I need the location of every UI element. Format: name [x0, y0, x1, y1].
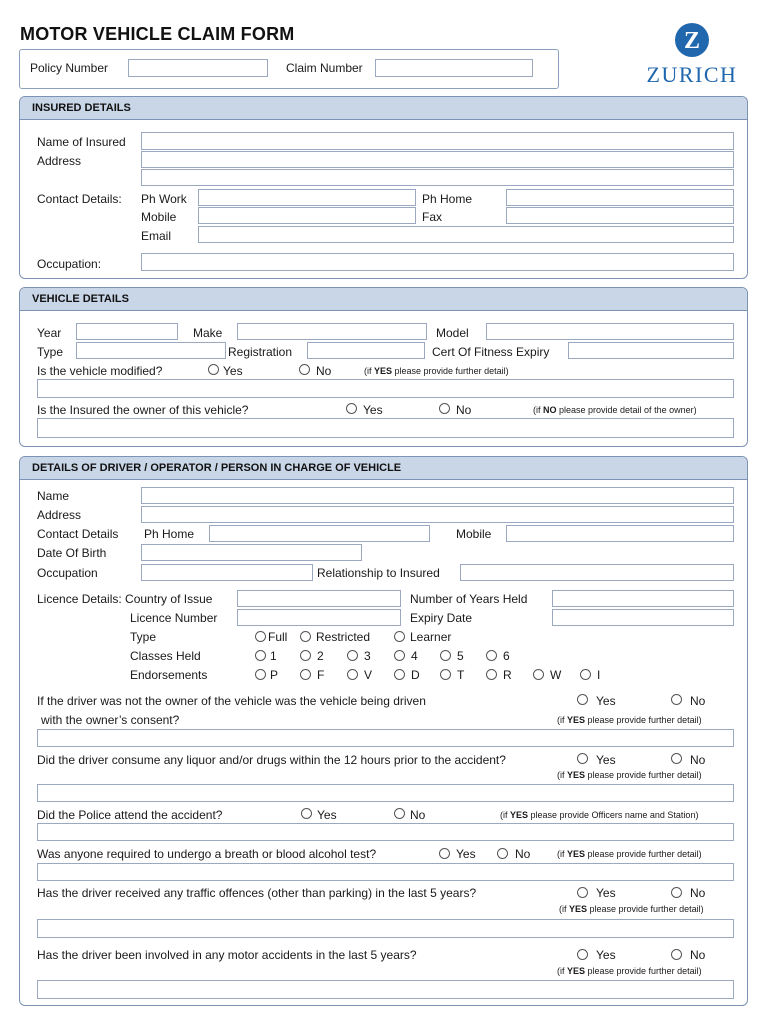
years-held-input[interactable] [552, 590, 734, 607]
svg-text:ZURICH: ZURICH [646, 62, 738, 87]
insured-occupation-label: Occupation: [37, 257, 102, 271]
cof-expiry-input[interactable] [568, 342, 734, 359]
claim-number-input[interactable] [375, 59, 533, 77]
licence-type-full-radio[interactable] [255, 631, 266, 642]
endorse-t-radio[interactable] [440, 669, 451, 680]
offences-no-label: No [690, 886, 706, 900]
vehicle-registration-input[interactable] [307, 342, 425, 359]
breath-detail-input[interactable] [37, 863, 734, 881]
driver-address-label: Address [37, 508, 82, 522]
driver-dob-input[interactable] [141, 544, 362, 561]
years-held-label: Number of Years Held [410, 592, 528, 606]
claim-number-label: Claim Number [286, 61, 363, 75]
insured-details-section [19, 96, 748, 279]
endorse-i-label: I [597, 668, 601, 682]
endorse-t-label: T [457, 668, 465, 682]
police-note: (if YES please provide Officers name and Station) [500, 810, 699, 820]
consent-no-radio[interactable] [671, 694, 682, 705]
endorse-p-label: P [270, 668, 279, 682]
insured-fax-input[interactable] [506, 207, 734, 224]
insured-details-heading: INSURED DETAILS [32, 102, 131, 114]
driver-name-label: Name [37, 489, 70, 503]
licence-type-learner-label: Learner [410, 630, 452, 644]
breath-test-question: Was anyone required to undergo a breath or blood alcohol test? [37, 847, 377, 861]
vehicle-details-section [19, 287, 748, 447]
accidents-detail-input[interactable] [37, 980, 734, 999]
driver-address-input[interactable] [141, 506, 734, 523]
class-6-label: 6 [503, 649, 510, 663]
name-of-insured-input[interactable] [141, 132, 734, 150]
driver-contact-label: Contact Details [37, 527, 119, 541]
insured-fax-label: Fax [422, 210, 443, 224]
insured-ph-home-input[interactable] [506, 189, 734, 206]
police-no-radio[interactable] [394, 808, 405, 819]
consent-note: (if YES please provide further detail) [557, 715, 702, 725]
driver-name-input[interactable] [141, 487, 734, 504]
vehicle-type-label: Type [37, 345, 64, 359]
offences-yes-radio[interactable] [577, 887, 588, 898]
class-1-label: 1 [270, 649, 277, 663]
owner-yes-label: Yes [363, 403, 383, 417]
liquor-no-radio[interactable] [671, 753, 682, 764]
licence-type-label: Type [130, 630, 157, 644]
endorse-r-radio[interactable] [486, 669, 497, 680]
policy-number-label: Policy Number [30, 61, 109, 75]
insured-mobile-input[interactable] [198, 207, 416, 224]
accidents-no-label: No [690, 948, 706, 962]
insured-contact-label: Contact Details: [37, 192, 122, 206]
vehicle-registration-label: Registration [228, 345, 293, 359]
class-4-label: 4 [411, 649, 418, 663]
zurich-logo [636, 20, 754, 90]
offences-question: Has the driver received any traffic offences (other than parking) in the last 5 years? [37, 886, 477, 900]
vehicle-modified-question: Is the vehicle modified? [37, 364, 163, 378]
accidents-note: (if YES please provide further detail) [557, 966, 702, 976]
modified-yes-radio[interactable] [208, 364, 219, 375]
owner-no-radio[interactable] [439, 403, 450, 414]
driver-mobile-label: Mobile [456, 527, 492, 541]
liquor-yes-radio[interactable] [577, 753, 588, 764]
breath-yes-radio[interactable] [439, 848, 450, 859]
owner-yes-radio[interactable] [346, 403, 357, 414]
endorse-v-label: V [364, 668, 373, 682]
vehicle-make-label: Make [193, 326, 223, 340]
liquor-no-label: No [690, 753, 706, 767]
police-detail-input[interactable] [37, 823, 734, 841]
liquor-note: (if YES please provide further detail) [557, 770, 702, 780]
accidents-yes-radio[interactable] [577, 949, 588, 960]
endorse-r-label: R [503, 668, 512, 682]
modified-note: (if YES please provide further detail) [364, 366, 509, 376]
name-of-insured-label: Name of Insured [37, 135, 126, 149]
insured-occupation-input[interactable] [141, 253, 734, 271]
class-3-radio[interactable] [347, 650, 358, 661]
driver-ph-home-input[interactable] [209, 525, 430, 542]
section-header [20, 288, 747, 311]
offences-no-radio[interactable] [671, 887, 682, 898]
licence-type-restricted-radio[interactable] [300, 631, 311, 642]
breath-no-radio[interactable] [497, 848, 508, 859]
class-2-label: 2 [317, 649, 324, 663]
insured-mobile-label: Mobile [141, 210, 177, 224]
owner-note: (if NO please provide detail of the owner) [533, 405, 697, 415]
licence-type-full-label: Full [268, 630, 288, 644]
licence-country-label: Licence Details: Country of Issue [37, 592, 213, 606]
licence-number-label: Licence Number [130, 611, 218, 625]
police-no-label: No [410, 808, 426, 822]
owner-no-label: No [456, 403, 472, 417]
licence-number-input[interactable] [237, 609, 401, 626]
accidents-question: Has the driver been involved in any motor accidents in the last 5 years? [37, 948, 417, 962]
vehicle-year-label: Year [37, 326, 62, 340]
class-5-label: 5 [457, 649, 464, 663]
vehicle-model-label: Model [436, 326, 469, 340]
accidents-no-radio[interactable] [671, 949, 682, 960]
endorse-p-radio[interactable] [255, 669, 266, 680]
licence-type-restricted-label: Restricted [316, 630, 371, 644]
insured-ph-work-label: Ph Work [141, 192, 187, 206]
vehicle-model-input[interactable] [486, 323, 734, 340]
driver-dob-label: Date Of Birth [37, 546, 107, 560]
licence-type-learner-radio[interactable] [394, 631, 405, 642]
vehicle-year-input[interactable] [76, 323, 178, 340]
breath-note: (if YES please provide further detail) [557, 849, 702, 859]
owner-detail-input[interactable] [37, 418, 734, 438]
insured-ph-home-label: Ph Home [422, 192, 473, 206]
offences-note: (if YES please provide further detail) [559, 904, 704, 914]
cof-expiry-label: Cert Of Fitness Expiry [432, 345, 550, 359]
class-5-radio[interactable] [440, 650, 451, 661]
consent-question-line1: If the driver was not the owner of the vehicle was the vehicle being driven [37, 694, 426, 708]
class-6-radio[interactable] [486, 650, 497, 661]
modified-yes-label: Yes [223, 364, 243, 378]
licence-country-input[interactable] [237, 590, 401, 607]
class-4-radio[interactable] [394, 650, 405, 661]
insured-email-label: Email [141, 229, 172, 243]
liquor-yes-label: Yes [596, 753, 616, 767]
endorse-v-radio[interactable] [347, 669, 358, 680]
driver-occupation-input[interactable] [141, 564, 313, 581]
breath-no-label: No [515, 847, 531, 861]
driver-details-heading: DETAILS OF DRIVER / OPERATOR / PERSON IN CHARGE OF VEHICLE [32, 462, 402, 474]
driver-ph-home-label: Ph Home [144, 527, 195, 541]
policy-number-input[interactable] [128, 59, 268, 77]
insured-address-input-1[interactable] [141, 151, 734, 168]
driver-occupation-label: Occupation [37, 566, 98, 580]
breath-yes-label: Yes [456, 847, 476, 861]
endorse-w-radio[interactable] [533, 669, 544, 680]
endorse-f-radio[interactable] [300, 669, 311, 680]
consent-question-line2: with the owner’s consent? [41, 713, 180, 727]
vehicle-details-heading: VEHICLE DETAILS [32, 293, 129, 305]
endorse-f-label: F [317, 668, 325, 682]
consent-yes-label: Yes [596, 694, 616, 708]
endorsements-label: Endorsements [130, 668, 208, 682]
class-3-label: 3 [364, 649, 371, 663]
consent-no-label: No [690, 694, 706, 708]
driver-relationship-label: Relationship to Insured [317, 566, 440, 580]
insured-owner-question: Is the Insured the owner of this vehicle? [37, 403, 249, 417]
endorse-d-radio[interactable] [394, 669, 405, 680]
liquor-detail-input[interactable] [37, 784, 734, 802]
licence-expiry-input[interactable] [552, 609, 734, 626]
zurich-emblem-icon [636, 20, 754, 90]
insured-email-input[interactable] [198, 226, 734, 243]
class-1-radio[interactable] [255, 650, 266, 661]
police-yes-radio[interactable] [301, 808, 312, 819]
endorse-w-label: W [550, 668, 562, 682]
insured-ph-work-input[interactable] [198, 189, 416, 206]
driver-mobile-input[interactable] [506, 525, 734, 542]
endorse-i-radio[interactable] [580, 669, 591, 680]
licence-expiry-label: Expiry Date [410, 611, 473, 625]
liquor-question: Did the driver consume any liquor and/or drugs within the 12 hours prior to the accident? [37, 753, 506, 767]
modified-no-label: No [316, 364, 332, 378]
svg-text:Z: Z [683, 28, 701, 54]
modified-no-radio[interactable] [299, 364, 310, 375]
consent-detail-input[interactable] [37, 729, 734, 747]
section-header [20, 97, 747, 120]
accidents-yes-label: Yes [596, 948, 616, 962]
classes-held-label: Classes Held [130, 649, 201, 663]
vehicle-make-input[interactable] [237, 323, 427, 340]
modified-detail-input[interactable] [37, 379, 734, 398]
policy-claim-box [19, 49, 559, 89]
section-header [20, 457, 747, 480]
endorse-d-label: D [411, 668, 420, 682]
consent-yes-radio[interactable] [577, 694, 588, 705]
driver-details-section [19, 456, 748, 1006]
driver-relationship-input[interactable] [460, 564, 734, 581]
class-2-radio[interactable] [300, 650, 311, 661]
insured-address-label: Address [37, 154, 82, 168]
form-title: MOTOR VEHICLE CLAIM FORM [20, 24, 295, 44]
offences-yes-label: Yes [596, 886, 616, 900]
insured-address-input-2[interactable] [141, 169, 734, 186]
police-question: Did the Police attend the accident? [37, 808, 223, 822]
police-yes-label: Yes [317, 808, 337, 822]
offences-detail-input[interactable] [37, 919, 734, 938]
vehicle-type-input[interactable] [76, 342, 226, 359]
